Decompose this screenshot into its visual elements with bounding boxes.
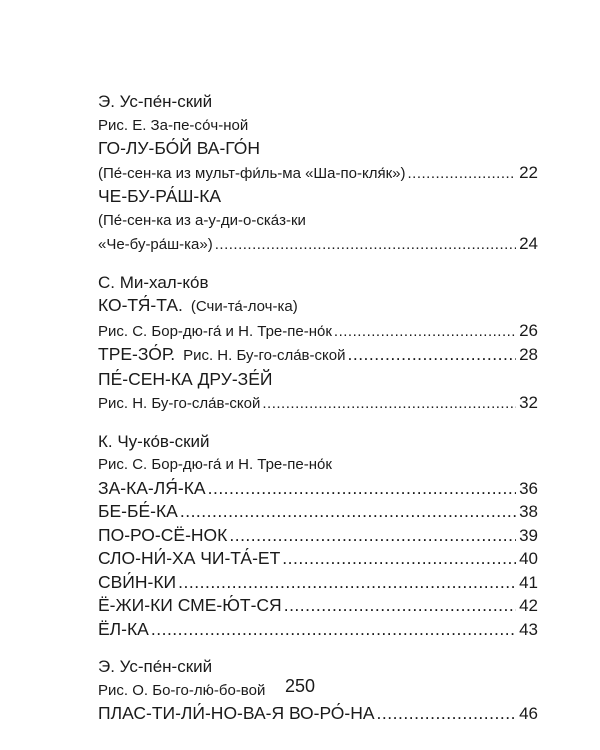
illustrator-text: Рис. Н. Бу-го-сла́в-ской	[183, 347, 346, 364]
toc-entry	[98, 571, 538, 595]
entry-title: КО-ТЯ́-ТА.	[98, 295, 183, 315]
entry-title: Ё-ЖИ-КИ СМЕ-Ю́Т-СЯ	[98, 595, 282, 615]
entry-page-number: 41	[519, 572, 538, 592]
dot-leader	[208, 477, 516, 501]
toc-entry	[98, 500, 538, 524]
author-name	[98, 90, 538, 114]
dot-leader	[229, 524, 516, 548]
toc-section-chukovsky	[98, 430, 538, 642]
entry-page-number: 36	[519, 478, 538, 498]
entry-subtitle: «Че-бу-ра́ш-ка»)	[98, 236, 213, 253]
author-text: К. Чу-ко́в-ский	[98, 431, 210, 451]
dot-leader	[178, 571, 516, 595]
illustrator-text: Рис. О. Бо-го-лю́-бо-вой	[98, 681, 266, 699]
entry-page-number: 38	[519, 502, 538, 521]
entry-title: ГО-ЛУ-БО́Й ВА-ГО́Н	[98, 138, 261, 158]
entry-title: ЗА-КА-ЛЯ́-КА	[98, 477, 206, 498]
author-text: Э. Ус-пе́н-ский	[98, 657, 213, 676]
toc-entry	[98, 137, 538, 161]
dot-leader	[151, 618, 516, 642]
toc-entry	[98, 209, 538, 233]
entry-page-number: 43	[519, 619, 538, 639]
toc-entry	[98, 161, 538, 186]
toc-entry	[98, 594, 538, 618]
entry-title: ПЛАС-ТИ-ЛИ́-НО-ВА-Я ВО-РО́-НА	[98, 703, 375, 723]
entry-page-number: 46	[519, 704, 538, 723]
entry-page-number: 24	[519, 234, 538, 253]
dot-leader	[180, 500, 516, 524]
toc-entry	[98, 547, 538, 571]
toc-entry	[98, 618, 538, 642]
entry-page-number: 40	[519, 549, 538, 568]
author-name	[98, 430, 538, 454]
toc-entry	[98, 294, 538, 319]
entry-title: СЛО-НИ́-ХА ЧИ-ТА́-ЕТ	[98, 548, 281, 568]
entry-page-number: 28	[519, 345, 538, 364]
author-text: Э. Ус-пе́н-ский	[98, 92, 213, 111]
author-name	[98, 655, 538, 679]
toc-entry	[98, 702, 538, 726]
dot-leader	[284, 594, 516, 618]
entry-page-number: 42	[519, 596, 538, 615]
entry-subtitle: (Счи-та́-лоч-ка)	[190, 298, 298, 315]
entry-title: ЁЛ-КА	[98, 618, 149, 639]
entry-subtitle: (Пе́-сен-ка из а-у-ди-о-ска́з-ки	[98, 211, 306, 229]
illustrator-text: Рис. Е. За-пе-со́ч-ной	[98, 116, 249, 134]
entry-page-number: 39	[519, 525, 538, 545]
toc-entry	[98, 343, 538, 368]
dot-leader	[262, 392, 516, 416]
toc-entry	[98, 232, 538, 257]
toc-entry	[98, 477, 538, 501]
entry-title: ТРЕ-ЗО́Р.	[98, 344, 176, 364]
illustrator-text: Рис. С. Бор-дю-га́ и Н. Тре-пе-но́к	[98, 456, 332, 473]
entry-title: ПО-РО-СЁ-НОК	[98, 524, 228, 545]
toc-entry	[98, 319, 538, 344]
entry-page-number: 32	[519, 393, 538, 412]
dot-leader	[282, 547, 516, 571]
author-text: С. Ми-хал-ко́в	[98, 272, 209, 292]
entry-page-number: 26	[519, 320, 538, 340]
toc-section-uspensky-1	[98, 90, 538, 257]
page-number: 250	[284, 676, 316, 696]
illustrator-text: Рис. С. Бор-дю-га́ и Н. Тре-пе-но́к	[98, 322, 332, 340]
entry-title: СВИ́Н-КИ	[98, 571, 177, 592]
toc-entry	[98, 391, 538, 416]
toc-entry	[98, 368, 538, 392]
entry-title: ЧЕ-БУ-РА́Ш-КА	[98, 186, 222, 206]
entry-title: БЕ-БЕ́-КА	[98, 501, 178, 521]
illustrator-text: Рис. Н. Бу-го-сла́в-ской	[98, 395, 261, 412]
toc-entry	[98, 185, 538, 209]
dot-leader	[334, 320, 516, 344]
table-of-contents	[98, 90, 538, 740]
entry-page-number: 22	[519, 162, 538, 182]
dot-leader	[407, 162, 516, 186]
toc-entry	[98, 524, 538, 548]
author-name	[98, 271, 538, 295]
illustrator-line	[98, 453, 538, 477]
dot-leader	[215, 233, 516, 257]
entry-title: ПЕ́-СЕН-КА ДРУ-ЗЕ́Й	[98, 368, 273, 389]
illustrator-line	[98, 114, 538, 138]
entry-subtitle: (Пе́-сен-ка из мульт-фи́ль-ма «Ша-по-кля́к»)	[98, 164, 406, 182]
toc-section-mikhalkov	[98, 271, 538, 416]
dot-leader	[377, 702, 517, 726]
dot-leader	[347, 343, 516, 367]
